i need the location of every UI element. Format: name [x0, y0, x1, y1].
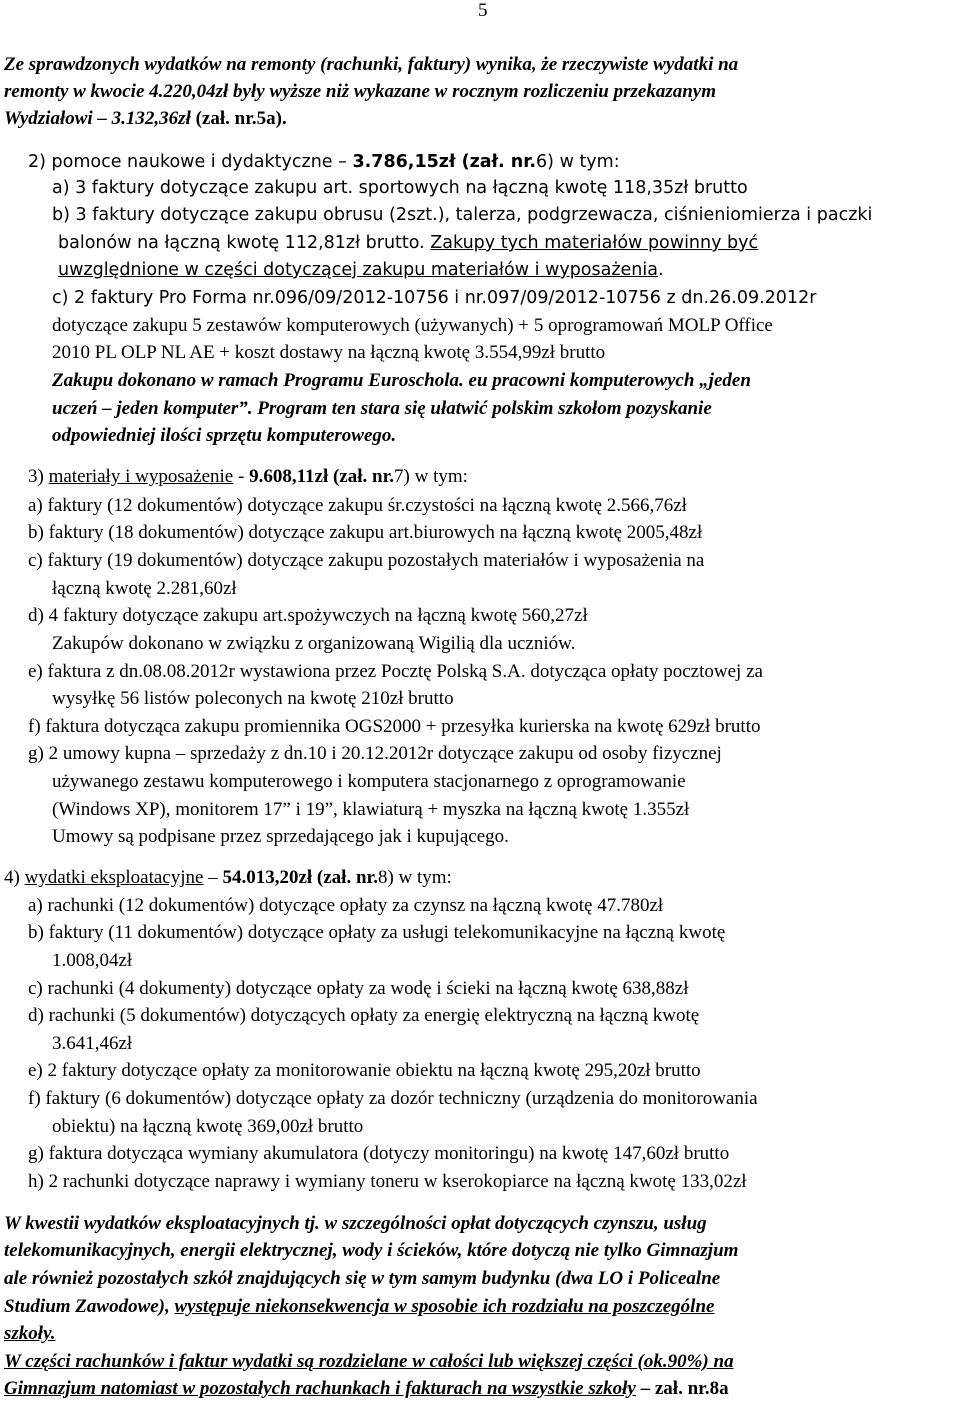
section-4-title: wydatki eksploatacyjne	[24, 867, 204, 888]
conclusion-line-5-underlined: szkoły.	[4, 1323, 56, 1344]
section-4-item-b-cont: 1.008,04zł	[52, 950, 133, 971]
section-4-item-f: f) faktury (6 dokumentów) dotyczące opłaty za dozór techniczny (urządzenia do monitorowania	[28, 1088, 758, 1109]
section-3-item-c: c) faktury (19 dokumentów) dotyczące zakupu pozostałych materiałów i wyposażenia na	[28, 550, 705, 571]
conclusion-line-3: ale również pozostałych szkół znajdujących się w tym samym budynku (dwa LO i Policealne	[4, 1268, 721, 1289]
section-3-item-d-cont: Zakupów dokonano w związku z organizowaną Wigilią dla uczniów.	[52, 633, 576, 654]
section-4-heading	[4, 866, 452, 890]
conclusion-line-4-text: Studium Zawodowe),	[4, 1296, 175, 1317]
section-3-item-g: g) 2 umowy kupna – sprzedaży z dn.10 i 20.12.2012r dotyczące zakupu od osoby fizycznej	[28, 743, 722, 764]
intro-line-3-text: Wydziałowi – 3.132,36zł	[4, 108, 191, 129]
section-3-item-a: a) faktury (12 dokumentów) dotyczące zakupu śr.czystości na łączną kwotę 2.566,76zł	[28, 495, 687, 516]
section-2-note-italic-2: uczeń – jeden komputer”. Program ten stara się ułatwić polskim szkołom pozyskanie	[52, 398, 712, 419]
conclusion-line-6	[4, 1350, 734, 1374]
section-4-item-d: d) rachunki (5 dokumentów) dotyczących opłaty za energię elektryczną na łączną kwotę	[28, 1005, 700, 1026]
section-2-item-c: c) 2 faktury Pro Forma nr.096/09/2012-10756 i nr.097/09/2012-10756 z dn.26.09.2012r	[52, 288, 817, 308]
section-2-note-2: uwzględnione w części dotyczącej zakupu materiałów i wyposażenia	[58, 260, 658, 280]
section-2-item-a: a) 3 faktury dotyczące zakupu art. sportowych na łączną kwotę 118,35zł brutto	[52, 178, 748, 198]
section-4-suffix: 8) w tym:	[377, 867, 452, 888]
intro-line-3-ref: (zał. nr.5a).	[190, 108, 287, 129]
intro-line-3	[4, 107, 287, 131]
section-4-item-f-cont: obiektu) na łączną kwotę 369,00zł brutto	[52, 1116, 364, 1137]
section-2-item-b-note	[58, 258, 664, 282]
intro-line-1: Ze sprawdzonych wydatków na remonty (rachunki, faktury) wynika, że rzeczywiste wydatki na	[4, 54, 739, 75]
intro-line-2: remonty w kwocie 4.220,04zł były wyższe niż wykazane w rocznym rozliczeniu przekazanym	[4, 81, 716, 102]
conclusion-line-5	[4, 1322, 56, 1346]
section-4-item-b: b) faktury (11 dokumentów) dotyczące opłaty za usługi telekomunikacyjne na łączną kwotę	[28, 922, 726, 943]
section-3-title: materiały i wyposażenie	[48, 466, 234, 487]
section-3-heading	[28, 465, 468, 489]
section-2-amount: 3.786,15zł (zał. nr.	[352, 152, 537, 172]
section-2-item-c-line-2: dotyczące zakupu 5 zestawów komputerowych (używanych) + 5 oprogramowań MOLP Office	[52, 315, 773, 336]
conclusion-line-7-underlined: Gimnazjum natomiast w pozostałych rachunkach i fakturach na wszystkie szkoły	[4, 1378, 636, 1399]
section-3-item-e: e) faktura z dn.08.08.2012r wystawiona przez Pocztę Polską S.A. dotycząca opłaty pocztowej za	[28, 661, 763, 682]
section-2-suffix: 6) w tym:	[536, 152, 620, 172]
section-3-item-g-line-3: (Windows XP), monitorem 17” i 19”, klawiaturą + myszka na łączną kwotę 1.355zł	[52, 799, 690, 820]
section-3-suffix: 7) w tym:	[394, 466, 468, 487]
section-3-item-d: d) 4 faktury dotyczące zakupu art.spożywczych na łączną kwotę 560,27zł	[28, 605, 588, 626]
section-4-dash: –	[203, 867, 223, 888]
section-4-amount: 54.013,20zł (zał. nr.	[222, 867, 378, 888]
section-2-item-c-line-3: 2010 PL OLP NL AE + koszt dostawy na łączną kwotę 3.554,99zł brutto	[52, 342, 606, 363]
section-3-item-e-cont: wysyłkę 56 listów poleconych na kwotę 210zł brutto	[52, 688, 454, 709]
section-2-item-b-cont	[58, 231, 758, 255]
conclusion-line-4-underlined: występuje niekonsekwencja w sposobie ich rozdziału na poszczególne	[174, 1296, 715, 1317]
conclusion-line-7	[4, 1377, 729, 1401]
conclusion-line-6-underlined: W części rachunków i faktur wydatki są rozdzielane w całości lub większej części (ok.90%) na	[4, 1351, 734, 1372]
page-number: 5	[478, 0, 488, 21]
section-2-item-b: b) 3 faktury dotyczące zakupu obrusu (2szt.), talerza, podgrzewacza, ciśnieniomierza i paczki	[52, 205, 873, 225]
conclusion-line-2: telekomunikacyjnych, energii elektrycznej, wody i ścieków, które dotyczą nie tylko Gimnazjum	[4, 1240, 739, 1261]
section-3-item-b: b) faktury (18 dokumentów) dotyczące zakupu art.biurowych na łączną kwotę 2005,48zł	[28, 522, 703, 543]
conclusion-line-1: W kwestii wydatków eksploatacyjnych tj. w szczególności opłat dotyczących czynszu, usług	[4, 1213, 707, 1234]
section-4-num: 4)	[4, 867, 25, 888]
conclusion-line-7-ref: – zał. nr.8a	[635, 1378, 729, 1399]
section-4-item-c: c) rachunki (4 dokumenty) dotyczące opłaty za wodę i ścieki na łączną kwotę 638,88zł	[28, 978, 689, 999]
section-3-num: 3)	[28, 466, 49, 487]
section-2-item-b-text: balonów na łączną kwotę 112,81zł brutto.	[58, 233, 431, 253]
section-2-note-italic-1: Zakupu dokonano w ramach Programu Euroschola. eu pracowni komputerowych „jeden	[52, 370, 751, 391]
section-3-item-g-line-2: używanego zestawu komputerowego i komputera stacjonarnego z oprogramowanie	[52, 771, 686, 792]
section-3-amount: 9.608,11zł (zał. nr.	[249, 466, 395, 487]
section-4-item-g: g) faktura dotycząca wymiany akumulatora (dotyczy monitoringu) na kwotę 147,60zł brutto	[28, 1143, 730, 1164]
section-2-title: 2) pomoce naukowe i dydaktyczne –	[28, 152, 353, 172]
section-3-item-f: f) faktura dotycząca zakupu promiennika OGS2000 + przesyłka kurierska na kwotę 629zł brutto	[28, 716, 761, 737]
section-4-item-h: h) 2 rachunki dotyczące naprawy i wymiany toneru w kserokopiarce na łączną kwotę 133,02zł	[28, 1171, 747, 1192]
section-3-item-c-cont: łączną kwotę 2.281,60zł	[52, 578, 237, 599]
section-2-heading	[28, 150, 620, 174]
section-2-note-1: Zakupy tych materiałów powinny być	[430, 233, 759, 253]
conclusion-line-4	[4, 1295, 714, 1319]
section-3-dash: -	[233, 466, 250, 487]
section-2-note-end: .	[657, 260, 664, 280]
section-4-item-e: e) 2 faktury dotyczące opłaty za monitorowanie obiektu na łączną kwotę 295,20zł brutto	[28, 1060, 701, 1081]
section-3-item-g-line-4: Umowy są podpisane przez sprzedającego jak i kupującego.	[52, 826, 509, 847]
section-4-item-a: a) rachunki (12 dokumentów) dotyczące opłaty za czynsz na łączną kwotę 47.780zł	[28, 895, 664, 916]
section-4-item-d-cont: 3.641,46zł	[52, 1033, 133, 1054]
section-2-note-italic-3: odpowiedniej ilości sprzętu komputerowego.	[52, 425, 397, 446]
